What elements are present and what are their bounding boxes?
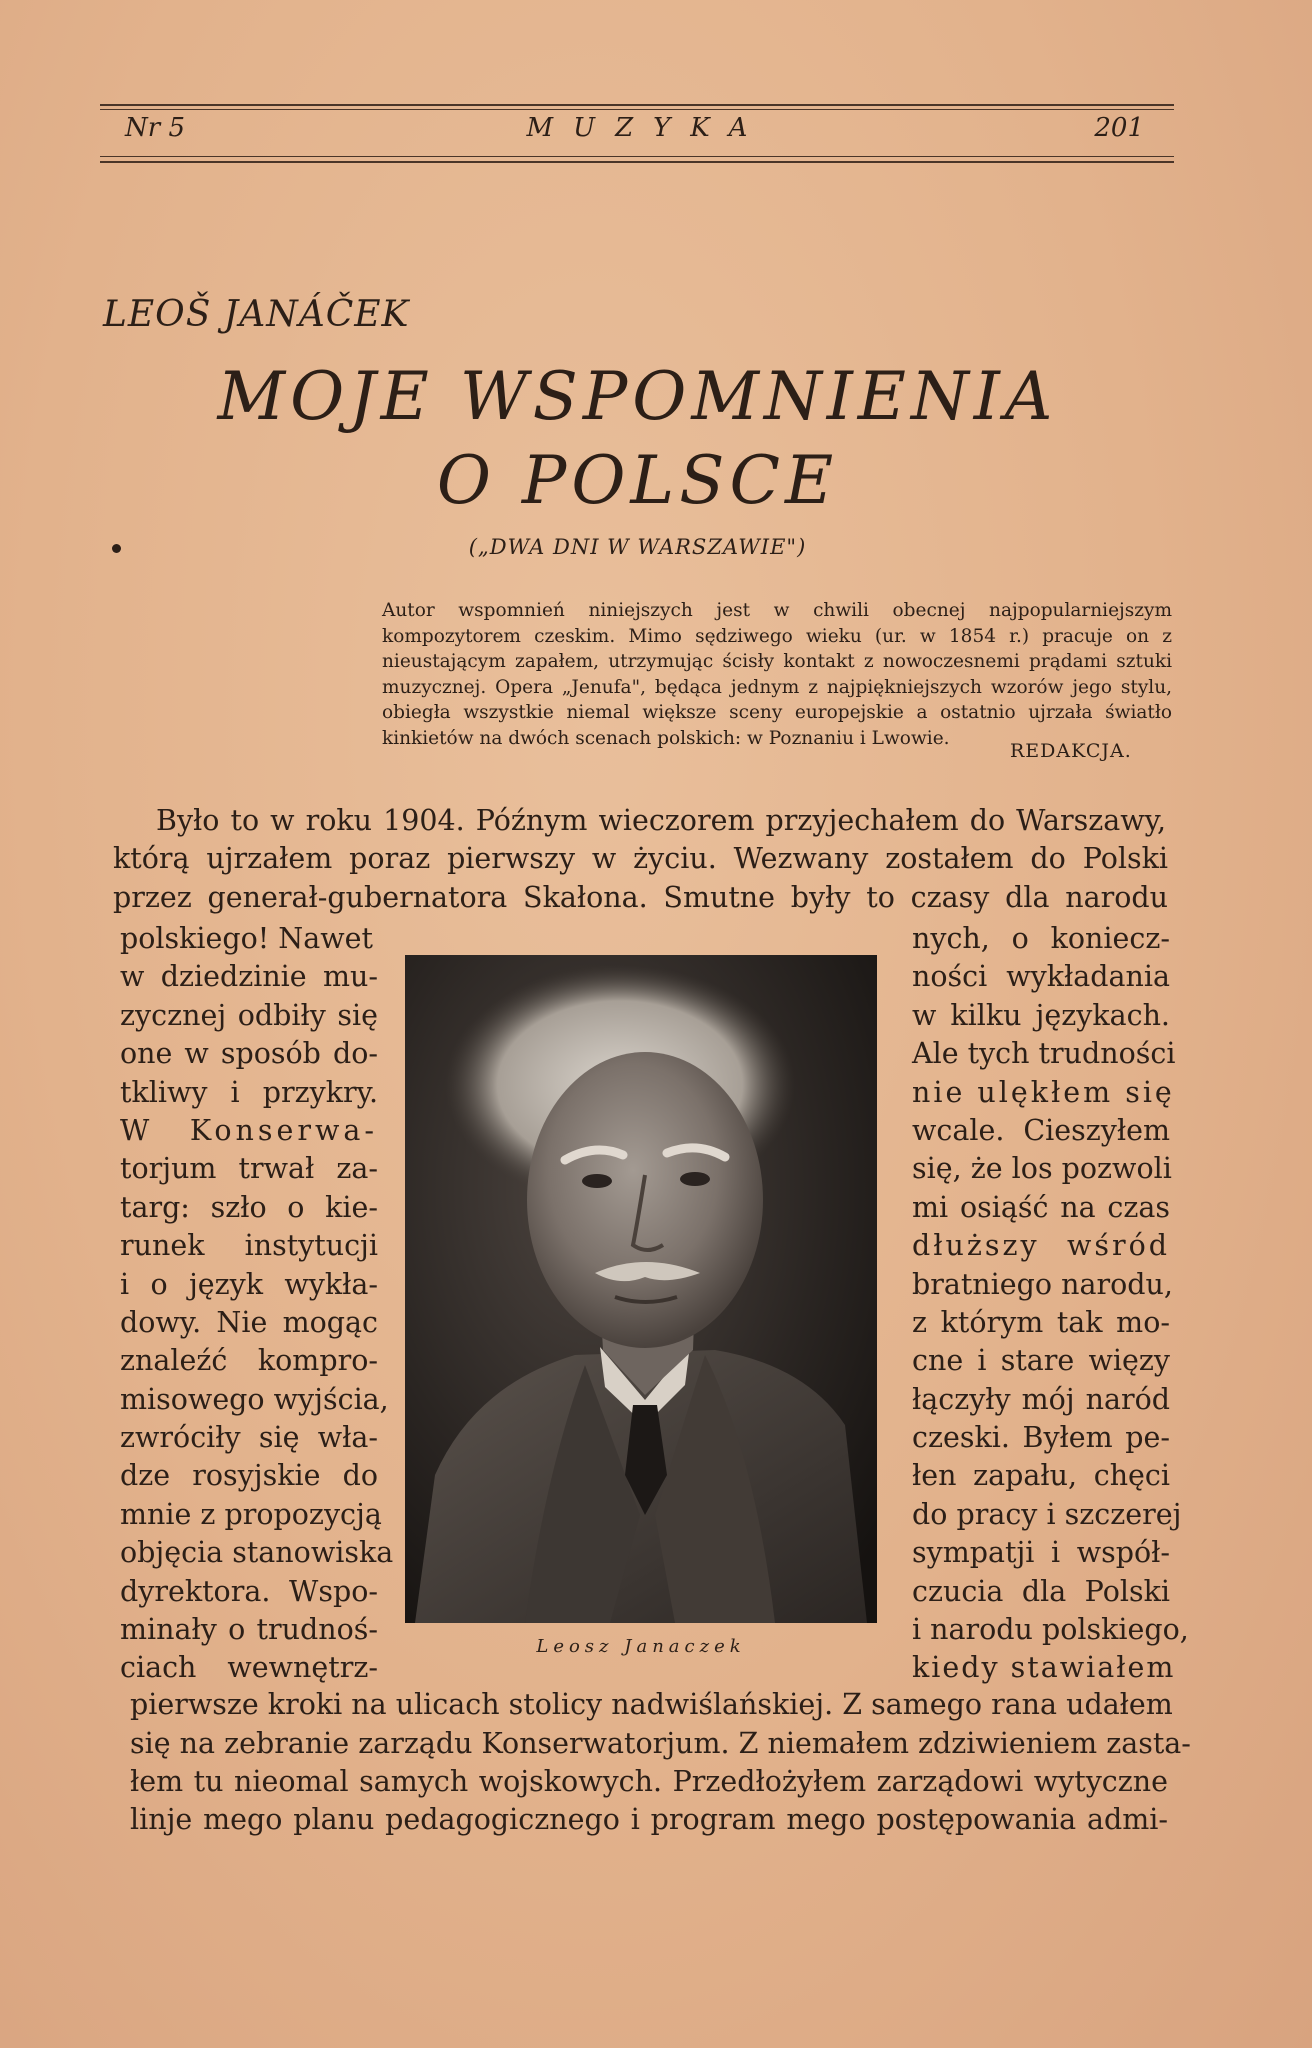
column-line: do pracy i szczerej xyxy=(912,1497,1182,1531)
left-column xyxy=(120,920,394,1688)
running-header xyxy=(100,113,1174,149)
portrait-photo xyxy=(405,955,877,1623)
column-line: i narodu polskiego, xyxy=(912,1613,1189,1647)
column-line: z którym tak mo- xyxy=(912,1305,1170,1339)
column-line: polskiego! Nawet xyxy=(120,922,373,955)
column-line: Ale tych trudności xyxy=(912,1037,1176,1071)
body-line: łem tu nieomal samych wojskowych. Przedłożyłem zarządowi wytyczne xyxy=(130,1765,1168,1798)
column-line: czeski. Byłem pe- xyxy=(912,1421,1170,1455)
column-line: runek instytucji xyxy=(120,1229,378,1263)
column-line: misowego wyjścia, xyxy=(120,1382,389,1416)
article-title-line2: O POLSCE xyxy=(436,442,839,519)
column-line: dowy. Nie mogąc xyxy=(120,1305,378,1339)
page-number: 201 xyxy=(1094,113,1144,143)
editor-signature: REDAKCJA. xyxy=(1010,740,1132,762)
header-rule-bottom-thick xyxy=(100,161,1174,163)
body-line: się na zebranie zarządu Konserwatorjum. Z niemałem zdziwieniem zasta- xyxy=(130,1727,1191,1760)
column-line: czucia dla Polski xyxy=(912,1574,1170,1608)
column-line: zycznej odbiły się xyxy=(120,998,378,1032)
column-line: minały o trudnoś- xyxy=(120,1613,378,1647)
body-line: pierwsze kroki na ulicach stolicy nadwiślańskiej. Z samego rana udałem xyxy=(130,1688,1173,1721)
column-line: cne i stare więzy xyxy=(912,1344,1170,1378)
issue-number: Nr 5 xyxy=(125,113,185,143)
column-line: w kilku językach. xyxy=(912,998,1170,1032)
column-line: bratniego narodu, xyxy=(912,1267,1173,1301)
column-line: dyrektora. Wspo- xyxy=(120,1574,378,1608)
column-line: kiedy stawiałem xyxy=(912,1651,1176,1685)
magazine-title: MUZYKA xyxy=(526,113,768,143)
right-column xyxy=(912,920,1189,1688)
header-rule-top xyxy=(100,104,1174,106)
column-line: W Konserwa- xyxy=(120,1113,378,1147)
column-line: torjum trwał za- xyxy=(120,1152,378,1186)
column-line: one w sposób do- xyxy=(120,1037,378,1071)
column-line: objęcia stanowiska xyxy=(120,1536,394,1570)
portrait-illustration xyxy=(405,955,877,1623)
editor-note: Autor wspomnień niniejszych jest w chwili obecnej najpopularniejszym kompozytorem czeskim. Mimo sędziwego wieku (ur. w 1854 r.) pracuje on z nieustającym zapałem, utrzymując ścisły kontakt z nowoczesnemi prądami sztuki muzycznej. Opera „Jenufa", będąca jednym z najpiękniejszych wzorów jego stylu, obiegła wszystkie niemal większe sceny europejskie a ostatnio ujrzała światło kinkietów na dwóch scenach polskich: w Poznaniu i Lwowie. xyxy=(382,600,1172,749)
column-line: dłuższy wśród xyxy=(912,1229,1170,1263)
column-line: sympatji i współ- xyxy=(912,1536,1170,1570)
column-line: nych, o koniecz- xyxy=(912,922,1170,955)
article-author: LEOŠ JANÁČEK xyxy=(103,294,410,335)
column-line: ciach wewnętrz- xyxy=(120,1651,378,1685)
column-line: targ: szło o kie- xyxy=(120,1190,378,1224)
body-line: którą ujrzałem poraz pierwszy w życiu. Wezwany zostałem do Polski xyxy=(113,842,1168,875)
column-line: znaleźć kompro- xyxy=(120,1344,378,1378)
column-line: i o język wykła- xyxy=(120,1267,378,1301)
photo-caption: Leosz Janaczek xyxy=(536,1636,746,1657)
column-line: zwróciły się wła- xyxy=(120,1421,378,1455)
column-line: wcale. Cieszyłem xyxy=(912,1113,1170,1147)
column-line: w dziedzinie mu- xyxy=(120,960,378,994)
body-line: Było to w roku 1904. Późnym wieczorem przyjechałem do Warszawy, xyxy=(156,804,1166,837)
body-line: przez generał-gubernatora Skałona. Smutne były to czasy dla narodu xyxy=(113,881,1168,914)
header-rule-bottom xyxy=(100,156,1174,157)
body-line: linje mego planu pedagogicznego i program mego postępowania admi- xyxy=(130,1803,1168,1836)
column-line: się, że los pozwoli xyxy=(912,1152,1172,1186)
article-subtitle: („DWA DNI W WARSZAWIE") xyxy=(468,535,807,559)
column-line: tkliwy i przykry. xyxy=(120,1075,378,1109)
column-line: mnie z propozycją xyxy=(120,1497,382,1531)
column-line: ności wykładania xyxy=(912,960,1170,994)
column-line: nie ulękłem się xyxy=(912,1075,1175,1109)
column-line: mi osiąść na czas xyxy=(912,1190,1170,1224)
column-line: łen zapału, chęci xyxy=(912,1459,1170,1493)
column-line: dze rosyjskie do xyxy=(120,1459,378,1493)
article-title-line1: MOJE WSPOMNIENIA xyxy=(217,358,1058,435)
header-rule-top-thin xyxy=(100,109,1174,110)
column-line: łączyły mój naród xyxy=(912,1382,1170,1416)
